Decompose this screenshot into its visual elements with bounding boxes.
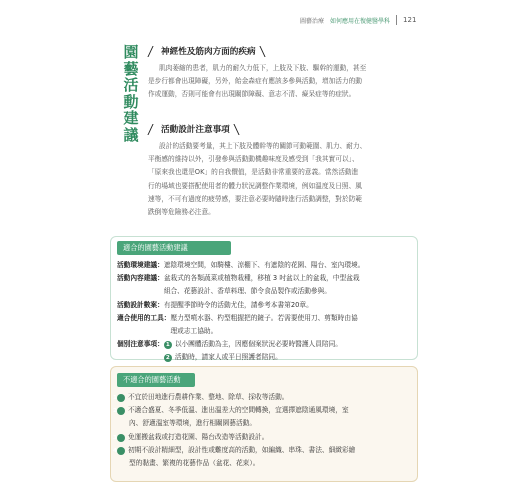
paragraph-line: 行的場域也要搭配使用者的體力狀況調整作業環境，例如溫度及日照、風 <box>148 181 362 190</box>
section-title: 活動設計注意事項 <box>161 125 230 135</box>
suitable-activities-box <box>110 236 418 360</box>
row-value <box>171 312 410 338</box>
row-label: 適合使用的工具： <box>117 313 171 322</box>
row-line-text: 以小團體活動為主，因應個案狀況必要時醫護人員陪同。 <box>174 340 342 349</box>
vertical-title-char: 藝 <box>123 59 139 78</box>
row-value <box>164 272 409 298</box>
suggestion-row <box>117 338 409 364</box>
row-label: 活動環境建議： <box>117 261 164 269</box>
paragraph-line: 作或運動，否則可能會有出現關節障礙、意志不清、癡呆症等的症狀。 <box>148 90 356 99</box>
unsuitable-activities-box <box>110 366 418 482</box>
row-line: 壓力型噴水器、杓型粗握把的鏟子。若需要使用刀、剪類時由協 <box>170 313 358 322</box>
section-title: 神經性及筋肉方面的疾病 <box>161 47 256 57</box>
paragraph-line: 是步行都會出現障礙，另外，飴金森症有應該多參與活動，增加活力的動 <box>148 77 362 86</box>
row-value <box>164 259 409 272</box>
list-item <box>113 404 407 430</box>
vertical-title-char: 建 <box>123 109 139 127</box>
row-value <box>164 338 409 364</box>
number-badge: 3 <box>117 434 125 442</box>
section-heading <box>148 122 418 136</box>
slash-mark <box>233 124 243 135</box>
slash-mark <box>259 46 269 57</box>
row-line: 有提醒季節時令的活動尤佳，請參考本書第20章。 <box>163 300 313 309</box>
section-paragraph <box>148 140 418 219</box>
header-divider <box>396 15 397 25</box>
item-line: 免運搬盆栽或打造花園、陽台改造等活動設計。 <box>128 432 269 441</box>
page-number: 121 <box>403 16 417 24</box>
section-paragraph <box>148 62 418 102</box>
section-heading <box>148 44 418 58</box>
header-section: 圖藝治療 <box>300 17 325 25</box>
vertical-title-char: 議 <box>123 125 139 144</box>
list-item <box>113 431 407 444</box>
item-line: 型的黏畫、繁複的花藝作品（盆花、花束）。 <box>129 459 260 468</box>
section-design-notes <box>148 122 418 219</box>
list-item <box>113 444 407 470</box>
row-line: 盆栽式的各類蔬菜或植物栽種，移植 3 吋盆以上的盆栽，中型盆栽 <box>163 274 360 283</box>
suggestion-row <box>117 299 409 312</box>
item-line: 內、舒適溫室等環境，進行相關園藝活動。 <box>129 419 257 428</box>
slash-mark <box>147 124 157 135</box>
item-line: 不宜於田地進行農耕作業、整地、除草、採收等活動。 <box>128 393 289 401</box>
vertical-title-char: 動 <box>123 92 139 111</box>
running-header <box>300 14 416 26</box>
row-label: 個別注意事項： <box>117 340 164 349</box>
row-line: 組合、花藝設計、香草料理、節令食品製作或活動參與。 <box>163 287 331 296</box>
number-badge: 2 <box>164 354 172 362</box>
slash-mark <box>147 46 157 57</box>
paragraph-line: 平衡感的維持以外，引發參與活動動機趣味度及感受到「我其實可以」、 <box>148 155 359 164</box>
row-line: 理或志工協助。 <box>170 327 218 336</box>
row-line <box>164 351 409 364</box>
suggestion-row <box>117 312 409 338</box>
number-badge: 1 <box>164 341 172 349</box>
box-tag: 不適合的園藝活動 <box>117 373 195 387</box>
number-badge: 1 <box>117 394 125 402</box>
suggestion-list <box>117 259 409 365</box>
box-tag: 適合的園藝活動建議 <box>117 241 231 255</box>
header-book-title: 如何應用在復健醫學科 <box>330 17 391 25</box>
vertical-title-char: 園 <box>123 43 139 61</box>
paragraph-line: 速等，不可有過度的疲勞感，要注意必要時隨時進行活動調整，對於防範 <box>148 194 362 203</box>
row-label: 活動設計數案： <box>117 300 164 309</box>
row-label: 活動內容建議： <box>117 274 164 283</box>
list-item <box>113 391 407 404</box>
suggestion-row <box>117 272 409 298</box>
item-line: 不適合盛夏、冬季低溫、進出溫差大的空間轉換，宜選擇遮陰通風環境，室 <box>128 406 349 415</box>
unsuitable-list <box>113 391 407 470</box>
number-badge: 2 <box>117 407 125 415</box>
paragraph-line: 設計的活動要考量，其上下肢及體幹等的關節可動範圍、肌力、耐力、 <box>159 142 367 150</box>
section-neuromuscular <box>148 44 418 102</box>
item-line: 初期不設計精細型，設計性或難度高的活動，如編織、串珠、書法、細緻彩繪 <box>128 445 356 454</box>
paragraph-line: 「原來我也還是OK」的自我價值，是活動非常重要的意義。當然活動進 <box>148 168 359 177</box>
row-line: 遮陰環境空間，如騎樓、涼棚下、有遮陰的花園、陽台、室內環境。 <box>163 261 365 269</box>
paragraph-line: 肌肉萎縮的患者，肌力的耐久力低下，上肢及下肢、驅幹的運動，甚至 <box>159 64 367 72</box>
row-line-text: 活動時，請家人或平日照護者陪同。 <box>174 353 282 362</box>
vertical-title-char: 活 <box>123 76 139 94</box>
number-badge: 4 <box>117 447 125 455</box>
vertical-title <box>122 44 140 143</box>
row-value <box>164 299 409 312</box>
suggestion-row <box>117 259 409 272</box>
paragraph-line: 跌倒等危險務必注意。 <box>148 208 215 217</box>
row-line <box>164 338 409 351</box>
